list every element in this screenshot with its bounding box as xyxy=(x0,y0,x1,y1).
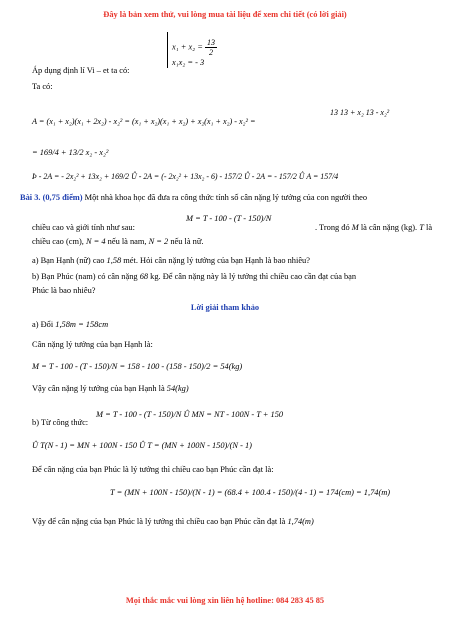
solution-a-equation: M = T - 100 - (T - 150)/N = 158 - 100 - (158 - 150)/2 = 54(kg) xyxy=(32,362,243,371)
problem-label: Bài 3. (0,75 điểm) xyxy=(20,193,83,202)
solution-b-equation3: T = (MN + 100N - 150)/(N - 1) = (68.4 + 100.4 - 150)/(4 - 1) = 174(cm) = 1,74(m) xyxy=(110,488,391,497)
solution-b-line: Để cân nặng của bạn Phúc là lý tưởng thì chiều cao bạn Phúc cần đạt là: xyxy=(32,465,274,474)
preview-footer: Mọi thắc mắc vui lòng xin liên hệ hotline: 084 283 45 85 xyxy=(125,596,325,605)
vieta-eq2: x₁x₂ = - 3 xyxy=(172,58,205,67)
vieta-eq1: x₁ + x₂ = $\frac{13}{2}$ xyxy=(172,38,215,57)
question-a: a) Bạn Hạnh (nữ) cao 1,58 mét. Hỏi cân nặng lý tưởng của bạn Hạnh là bao nhiêu? xyxy=(32,256,310,265)
problem-text-line2b: . Trong đó M là cân nặng (kg). T là xyxy=(315,223,433,232)
question-b: b) Bạn Phúc (nam) có cân nặng 68 kg. Để cân nặng này là lý tưởng thì chiều cao cần đạt của bạn xyxy=(32,272,357,281)
solution-b-equation1: M = T - 100 - (T - 150)/N Û MN = NT - 100N - T + 150 xyxy=(96,410,284,419)
expression-a-line2: = 169/4 + 13/2 x₂ - x₂² xyxy=(32,148,109,157)
solution-b-conclusion: Vậy để cân nặng của bạn Phúc là lý tưởng thì chiều cao bạn Phúc cần đạt là 1,74(m) xyxy=(32,517,314,526)
problem-text-line3: chiều cao (cm), N = 4 nếu là nam, N = 2 nếu là nữ. xyxy=(32,237,204,246)
solution-title: Lời giải tham khảo xyxy=(190,303,260,312)
question-b-line2: Phúc là bao nhiêu? xyxy=(32,286,96,295)
expression-a-line3: Þ - 2A = - 2x₂² + 13x₂ + 169/2 Û - 2A = (- 2x₂² + 13x₂ - 6) - 157/2 Û - 2A = - 157/2 Û A = 157/4 xyxy=(32,172,339,181)
problem-text-line1: Bài 3. (0,75 điểm) Một nhà khoa học đã đưa ra công thức tính số cân nặng lý tưởng của con người theo xyxy=(20,193,368,202)
solution-b-equation2: Û T(N - 1) = MN + 100N - 150 Û T = (MN + 100N - 150)/(N - 1) xyxy=(32,441,252,450)
solution-a-line: Cân nặng lý tưởng của bạn Hạnh là: xyxy=(32,340,153,349)
problem-formula: M = T - 100 - (T - 150)/N xyxy=(186,214,272,223)
expression-a-tail: 13 13 + x₂ 13 - x₂² xyxy=(330,108,390,117)
vieta-intro: Áp dụng định lí Vi – et ta có: xyxy=(32,66,130,75)
solution-b-prefix: b) Từ công thức: xyxy=(32,418,89,427)
solution-a-conclusion: Vậy cân nặng lý tưởng của bạn Hạnh là 54(kg) xyxy=(32,384,189,393)
taco-label: Ta có: xyxy=(32,82,53,91)
problem-text-line2: chiều cao và giới tính như sau: xyxy=(32,223,135,232)
preview-header: Đây là bản xem thử, vui lòng mua tài liệu để xem chi tiết (có lời giải) xyxy=(103,10,347,19)
solution-a-conversion: a) Đổi 1,58m = 158cm xyxy=(32,320,109,329)
expression-a-line1: A = (x₁ + x₂)(x₁ + 2x₂) - x₂² = (x₁ + x₂)(x₁ + x₂) + x₂(x₁ + x₂) - x₂² = xyxy=(32,117,256,126)
system-brace xyxy=(167,32,168,68)
